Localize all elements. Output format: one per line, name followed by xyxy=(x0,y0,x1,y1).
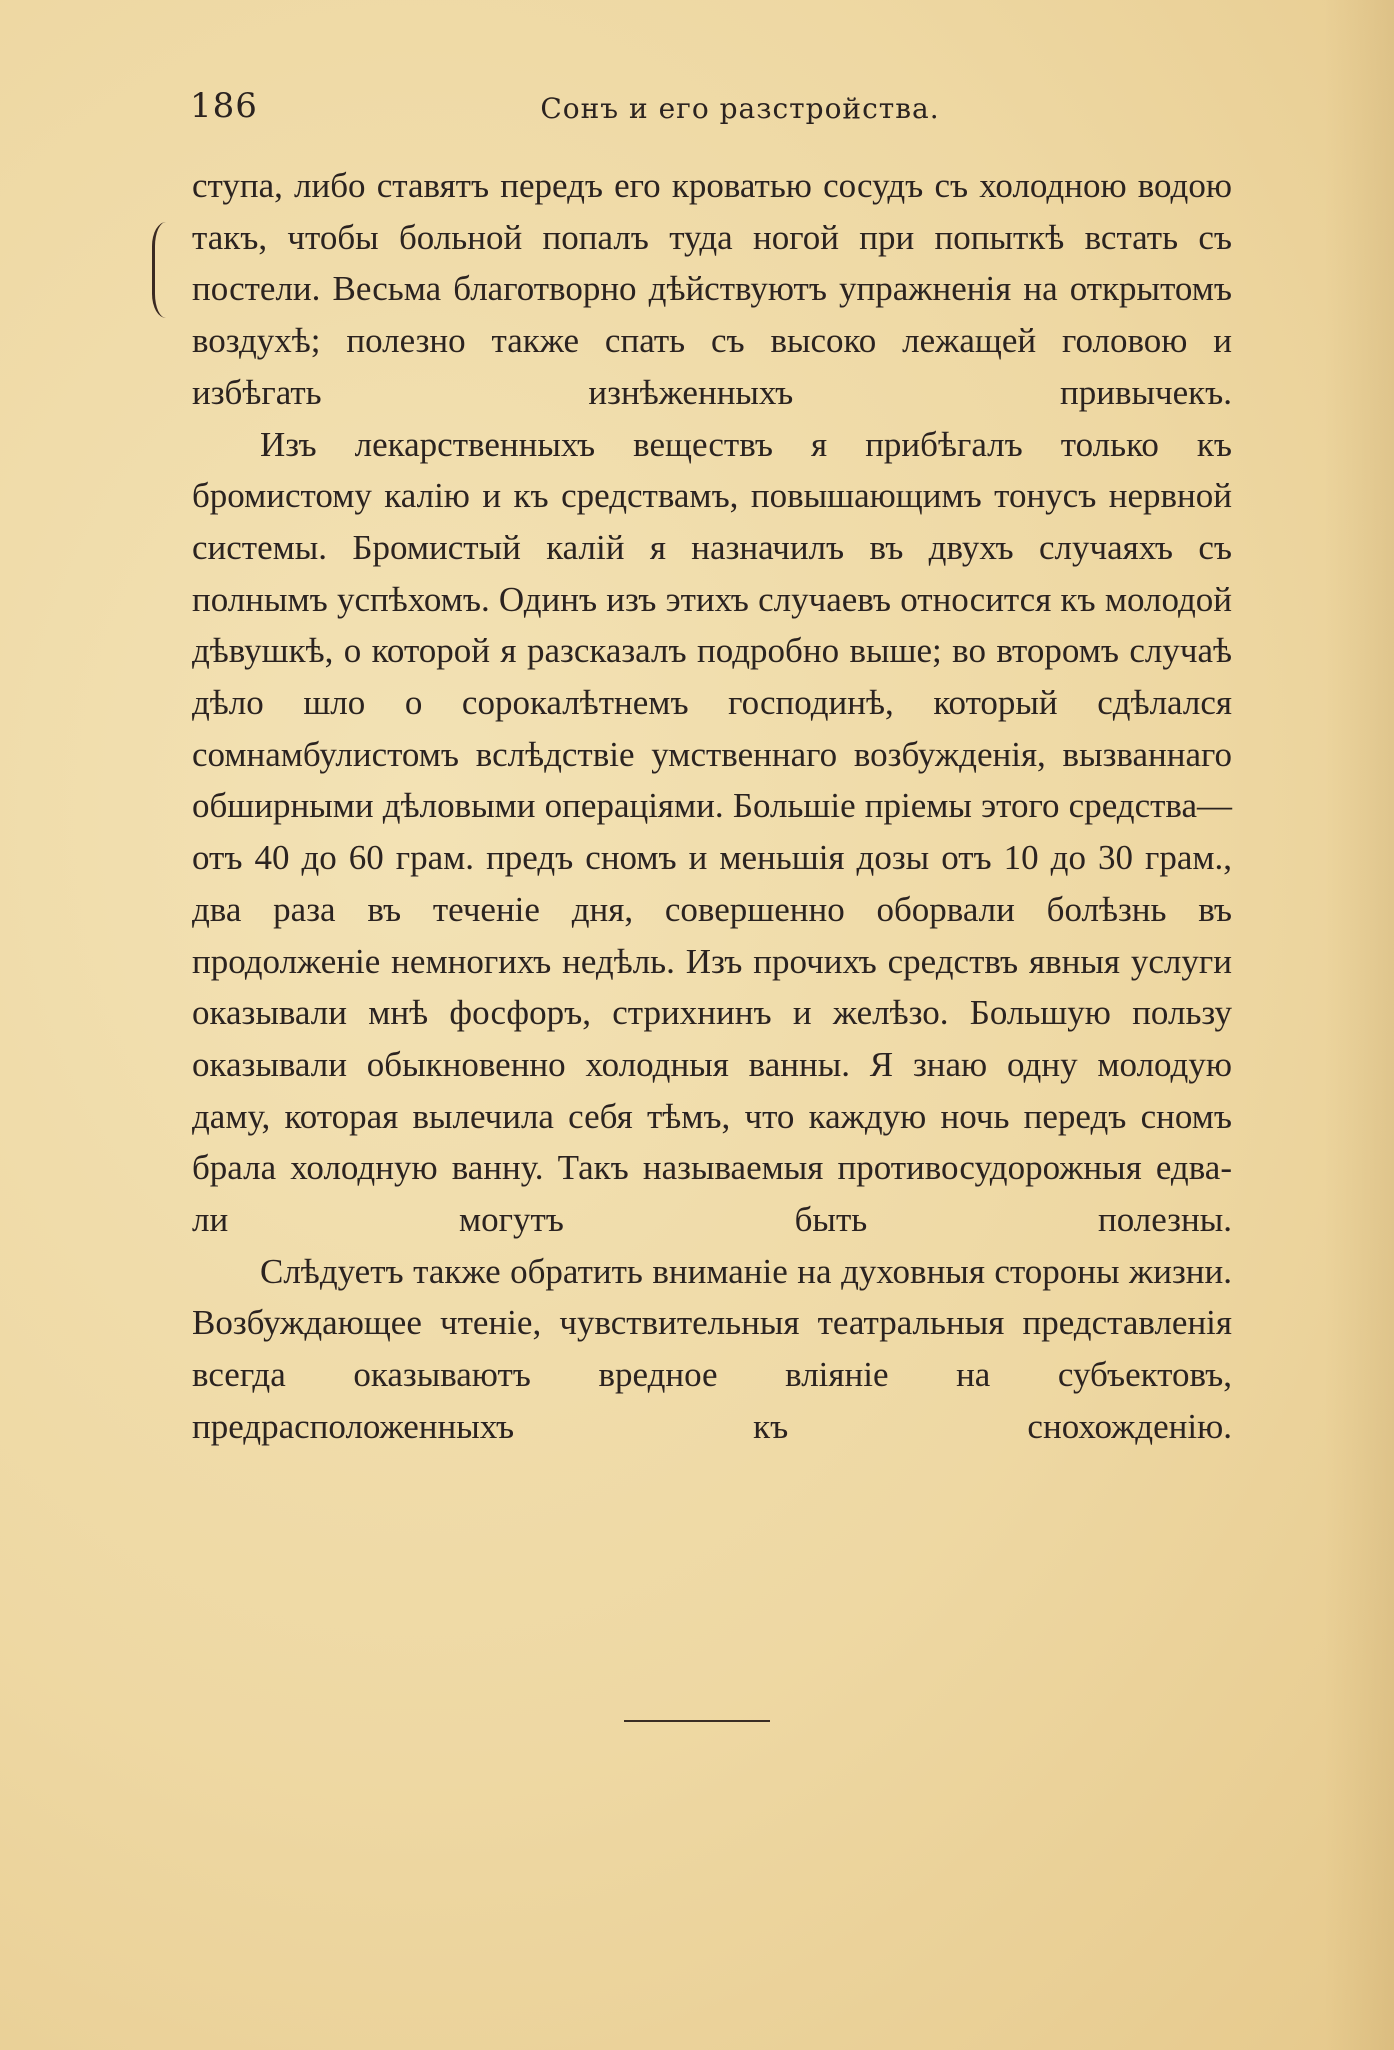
section-end-rule xyxy=(624,1720,770,1722)
paragraph-2: Изъ лекарственныхъ веществъ я прибѣгалъ только къ бромистому калію и къ средствамъ, повышающимъ тонусъ нервной системы. Бромистый калій я назначилъ въ двухъ случаяхъ съ полнымъ успѣхомъ. Одинъ изъ этихъ случаевъ относится къ молодой дѣвушкѣ, о которой я разсказалъ подробно выше; во второмъ случаѣ дѣло шло о сорокалѣтнемъ господинѣ, который сдѣлался сомнамбулистомъ вслѣдствіе умственнаго возбужденія, вызваннаго обширными дѣловыми операціями. Большіе пріемы этого средства—отъ 40 до 60 грам. предъ сномъ и меньшія дозы отъ 10 до 30 грам., два раза въ теченіе дня, совершенно оборвали болѣзнь въ продолженіе немногихъ недѣль. Изъ прочихъ средствъ явныя услуги оказывали мнѣ фосфоръ, стрихнинъ и желѣзо. Большую пользу оказывали обыкновенно холодныя ванны. Я знаю одну молодую даму, которая вылечила себя тѣмъ, что каждую ночь передъ сномъ брала холодную ванну. Такъ называемыя противосудорожныя едва-ли могутъ быть полезны. xyxy=(192,424,1232,1240)
page-number: 186 xyxy=(190,86,258,126)
paragraph-1: ступа, либо ставятъ передъ его кроватью сосудъ съ холодною водою такъ, чтобы больной попалъ туда ногой при попыткѣ встать съ постели. Весьма благотворно дѣйствуютъ упражненія на открытомъ воздухѣ; полезно также спать съ высоко лежащей головою и избѣгать изнѣженныхъ привычекъ. xyxy=(192,166,1232,412)
paragraph-3: Слѣдуетъ также обратить вниманіе на духовныя стороны жизни. Возбуждающее чтеніе, чувствительныя театральныя представленія всегда оказываютъ вредное вліяніе на субъектовъ, предрасположенныхъ къ снохожденію. xyxy=(192,1251,1232,1446)
page-edge-shade xyxy=(1324,0,1394,2050)
margin-bracket-mark xyxy=(152,222,167,318)
running-title: Сонъ и его разстройства. xyxy=(540,92,940,125)
page-header xyxy=(190,88,1230,128)
body-text xyxy=(192,160,1232,1453)
